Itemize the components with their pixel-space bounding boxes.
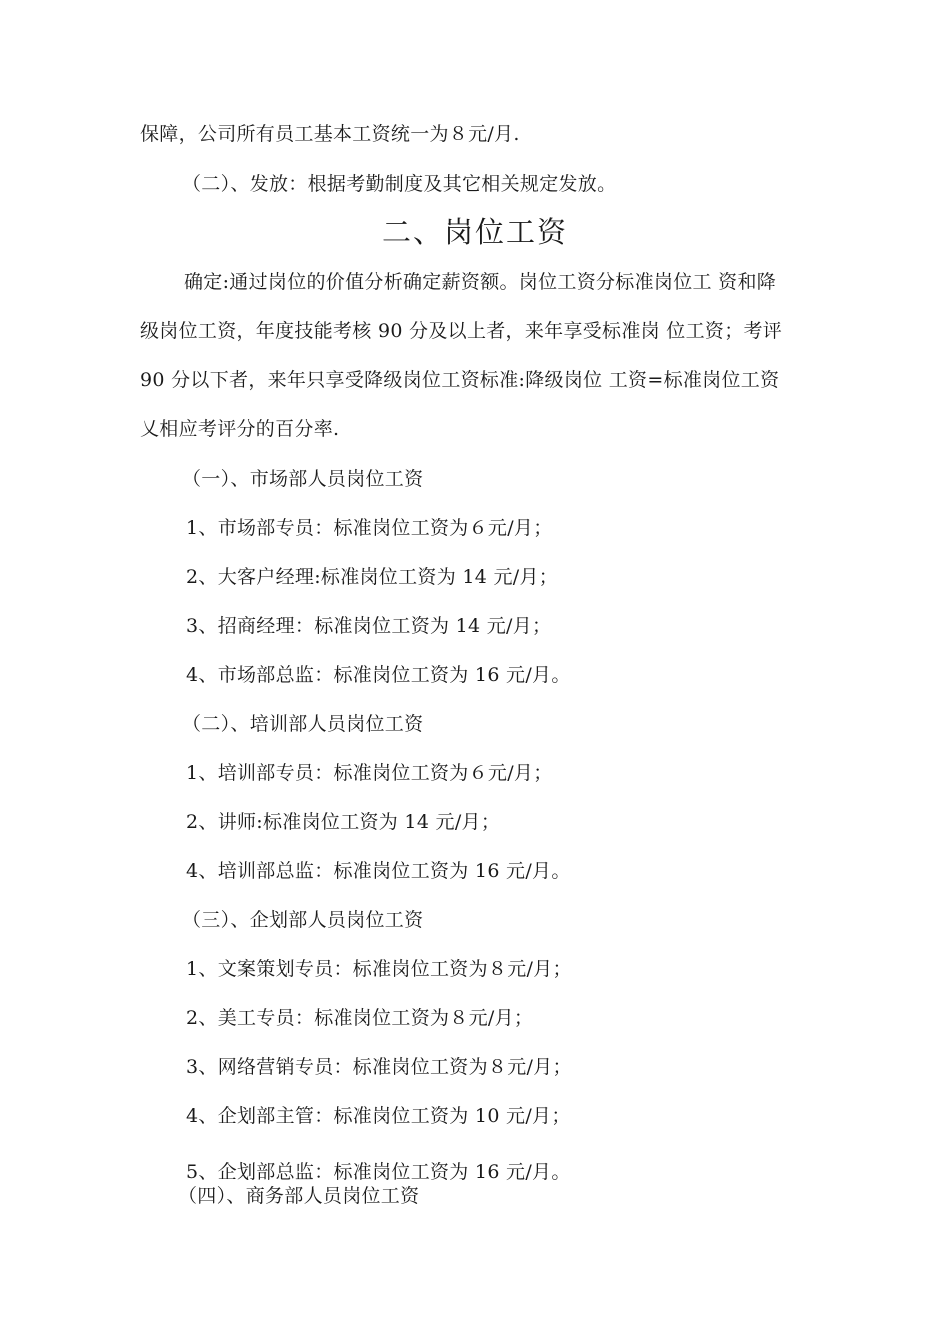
list-item: 5、企划部总监：标准岗位工资为 16 元/月。 [186,1161,571,1183]
list-item: 1、培训部专员：标准岗位工资为６元/月； [186,762,553,784]
list-item: 4、市场部总监：标准岗位工资为 16 元/月。 [186,664,571,686]
group-heading-training: （二）、培训部人员岗位工资 [182,713,424,735]
list-item: 4、培训部总监：标准岗位工资为 16 元/月。 [186,860,571,882]
paragraph-line: 90 分以下者，来年只享受降级岗位工资标准:降级岗位 工资=标准岗位工资 [140,369,780,391]
group-heading-business: （四）、商务部人员岗位工资 [178,1185,420,1207]
group-heading-planning: （三）、企划部人员岗位工资 [182,909,424,931]
definition-paragraph [140,258,820,454]
section-title: 二、岗位工资 [381,215,568,249]
paragraph-line: 乂相应考评分的百分率. [140,418,340,440]
list-item: 2、讲师:标准岗位工资为 14 元/月； [186,811,501,833]
list-item: 3、招商经理：标准岗位工资为 14 元/月； [186,615,552,637]
intro-line-distribution: （二）、发放：根据考勤制度及其它相关规定发放。 [182,173,617,195]
list-item: 1、文案策划专员：标准岗位工资为８元/月； [186,958,572,980]
list-item: 4、企划部主管：标准岗位工资为 10 元/月； [186,1105,571,1127]
list-item: 2、大客户经理:标准岗位工资为 14 元/月； [186,566,559,588]
intro-line-continuation: 保障，公司所有员工基本工资统一为８元/月. [140,123,520,145]
list-item: 2、美工专员：标准岗位工资为８元/月； [186,1007,534,1029]
paragraph-line: 确定:通过岗位的价值分析确定薪资额。岗位工资分标准岗位工 资和降 [184,271,777,293]
group-heading-market: （一）、市场部人员岗位工资 [182,468,424,490]
list-item: 3、网络营销专员：标准岗位工资为８元/月； [186,1056,572,1078]
list-item: 1、市场部专员：标准岗位工资为６元/月； [186,517,553,539]
paragraph-line: 级岗位工资，年度技能考核 90 分及以上者，来年享受标准岗 位工资；考评 [140,320,783,342]
